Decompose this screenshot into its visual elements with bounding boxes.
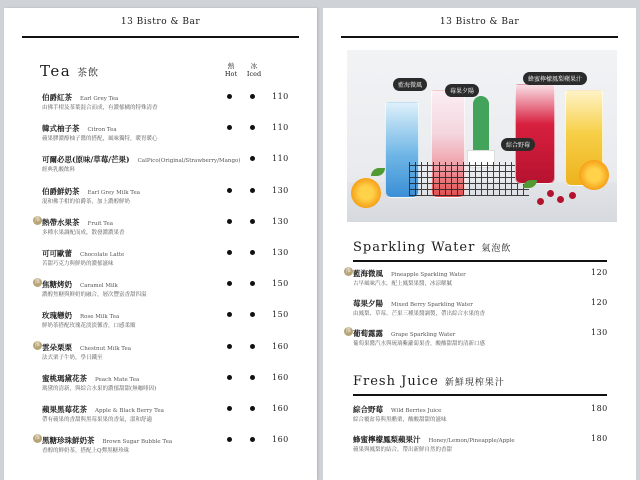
column-hot-zh: 熱 — [227, 62, 235, 70]
item-name-en: Rose Milk Tea — [80, 314, 120, 321]
section-title-zh: 氣泡飲 — [481, 244, 512, 254]
item-name-en: Honey/Lemon/Pineapple/Apple — [428, 438, 515, 444]
menu-item — [4, 404, 317, 434]
recommend-badge: 推 — [345, 268, 352, 274]
iced-available-dot — [250, 344, 255, 349]
item-description: 經典乳酸飲料 — [42, 167, 76, 174]
item-name — [42, 342, 131, 353]
item-name-en: Grape Sparkling Water — [391, 332, 456, 338]
item-name-zh: 蜂蜜檸檬鳳梨蘋果汁 — [353, 435, 421, 444]
item-name-zh: 伯爵紅茶 — [42, 93, 72, 102]
recommend-badge: 推 — [34, 341, 41, 348]
item-name — [42, 217, 113, 228]
page-header: 13 Bistro & Bar — [120, 17, 201, 27]
menu-item — [4, 435, 317, 465]
drinks-photo — [347, 50, 617, 222]
item-description: 蘋果與鳳梨的結合，帶出新鮮自然的香甜 — [353, 447, 453, 453]
item-price: 180 — [591, 434, 608, 443]
iced-available-dot — [250, 406, 255, 411]
hot-available-dot — [227, 125, 232, 130]
item-price: 160 — [272, 404, 289, 413]
item-name-zh: 韓式柚子茶 — [42, 124, 80, 134]
item-name-zh: 綜合野莓 — [353, 405, 383, 414]
cactus-decor — [473, 96, 489, 154]
menu-item — [4, 279, 317, 309]
item-description: 由佛手柑及茶葉混合而成，有濃郁橘的特殊清香 — [42, 105, 158, 111]
item-description: 綜合覆盆莓與黑醋栗，酸酸甜甜的滋味 — [353, 417, 447, 423]
section-title-zh: 茶飲 — [77, 68, 100, 79]
item-name — [42, 279, 118, 290]
item-name-zh: 雲朵栗栗 — [42, 342, 72, 352]
menu-item — [4, 342, 317, 372]
item-name-zh: 可爾必思(原味/草莓/芒果) — [42, 155, 130, 165]
item-price: 120 — [591, 298, 608, 307]
recommend-badge: 推 — [34, 279, 41, 286]
item-name-en: Peach Mate Tea — [95, 376, 140, 383]
item-description: 古早風味汽水，配上鳳梨果醬，冰涼解膩 — [353, 281, 453, 287]
item-price: 130 — [272, 248, 289, 257]
item-description: 苦甜巧克力與鮮奶的濃郁滋味 — [42, 261, 114, 267]
item-price: 150 — [272, 279, 289, 289]
menu-item — [4, 217, 317, 247]
item-name-en: Fruit Tea — [87, 220, 113, 227]
section-title-en: Fresh Juice — [353, 374, 439, 389]
iced-available-dot — [250, 312, 255, 317]
column-iced-zh: 冰 — [250, 62, 258, 70]
item-description: 混和佛手柑的伯爵茶，加上濃醇鮮奶 — [42, 198, 131, 205]
item-description: 蘋果膠濃醇柚子醬的搭配，風味獨特，暖胃暖心 — [42, 136, 158, 143]
section-title-en: Tea — [40, 62, 72, 80]
item-price: 120 — [591, 268, 608, 277]
photo-tag: 莓果夕陽 — [445, 84, 479, 97]
iced-available-dot — [250, 219, 255, 224]
hot-available-dot — [227, 94, 232, 99]
menu-item — [4, 186, 317, 216]
section-rule — [353, 260, 607, 262]
item-name — [42, 373, 139, 384]
item-name-en: Earl Grey Tea — [80, 96, 119, 102]
hot-available-dot — [227, 437, 232, 442]
menu-item — [4, 373, 317, 403]
item-price: 130 — [591, 328, 608, 337]
section-title-tea — [40, 62, 99, 80]
menu-item — [4, 154, 317, 184]
item-name-zh: 蜜桃瑪黛花茶 — [42, 373, 87, 383]
page-header: 13 Bistro & Bar — [439, 17, 520, 27]
section-rule — [353, 394, 607, 396]
item-name — [353, 298, 473, 309]
berry — [547, 190, 554, 197]
item-name — [42, 123, 117, 134]
iced-available-dot — [250, 125, 255, 130]
leaf — [371, 168, 385, 176]
hot-available-dot — [227, 281, 232, 286]
column-hot-en: Hot — [224, 70, 238, 78]
orange-slice — [579, 160, 609, 190]
iced-available-dot — [250, 375, 255, 380]
menu-item — [323, 268, 636, 298]
item-name — [42, 310, 119, 321]
item-name — [42, 154, 240, 165]
item-name-en: Earl Grey Milk Tea — [87, 189, 141, 196]
item-name — [42, 186, 140, 197]
item-name-zh: 焦糖烤奶 — [42, 280, 72, 290]
item-description: 帶有蘋果的香甜與黑莓果果的香氣，溫和舒適 — [42, 417, 153, 423]
item-description: 濃醇焦糖與鮮奶的融合，層次豐富香甜四溢 — [42, 292, 147, 299]
item-description: 由鳳梨、草莓、芒果三種果醬調製，帶出綜合水果的香 — [353, 311, 486, 317]
item-name — [353, 328, 455, 339]
recommend-badge: 推 — [34, 216, 41, 223]
section-title-sparkling — [353, 240, 511, 255]
berry — [569, 192, 576, 199]
iced-available-dot — [250, 250, 255, 255]
item-description: 葡萄果醬汽水與琉璃紫蘿蔔果香，酸酸甜甜的清新口感 — [353, 341, 486, 347]
section-title-en: Sparkling Water — [353, 240, 476, 255]
section-title-juice — [353, 374, 505, 389]
item-name — [42, 92, 118, 103]
menu-page-tea — [4, 8, 317, 480]
iced-available-dot — [250, 188, 255, 193]
recommend-badge: 推 — [345, 328, 352, 334]
item-name-zh: 熱帶水果茶 — [42, 217, 80, 227]
photo-tag: 綜合野莓 — [501, 138, 535, 151]
menu-page-drinks — [323, 8, 636, 480]
berry — [557, 196, 564, 203]
item-name-en: CalPico(Original/Strawberry/Mango) — [137, 158, 241, 165]
hot-available-dot — [227, 250, 232, 255]
item-description: 多種水果調配而成，散發濃濃果香 — [42, 229, 125, 236]
header-rule — [22, 36, 299, 38]
hot-available-dot — [227, 406, 232, 411]
item-name-en: Citron Tea — [87, 127, 117, 134]
recommend-badge: 推 — [34, 435, 41, 442]
item-name-en: Brown Sugar Bubble Tea — [102, 439, 173, 446]
menu-item — [323, 298, 636, 328]
item-name — [353, 434, 515, 445]
item-price: 160 — [272, 435, 289, 445]
glass-berry-juice — [515, 84, 555, 184]
item-name — [353, 268, 466, 279]
menu-item — [4, 310, 317, 340]
item-price: 150 — [272, 310, 289, 320]
item-price: 110 — [272, 123, 289, 133]
menu-item — [4, 92, 317, 122]
item-price: 110 — [272, 154, 289, 164]
item-description: 鮮奶茶搭配玫瑰花淡淡馨香，口感柔順 — [42, 323, 136, 330]
hot-available-dot — [227, 312, 232, 317]
photo-tag: 藍海微風 — [393, 78, 427, 91]
item-description: 法式栗子牛奶，學日鐵至 — [42, 354, 103, 361]
iced-available-dot — [250, 281, 255, 286]
item-name — [42, 435, 172, 446]
item-name — [42, 404, 164, 415]
photo-tag: 蜂蜜檸檬鳳梨蘋果汁 — [523, 72, 587, 85]
item-description: 瑪黛的清新，與綜合水果的濃郁甜甜(無咖啡因) — [42, 385, 157, 392]
header-rule — [341, 36, 618, 38]
hot-available-dot — [227, 375, 232, 380]
item-name-zh: 蘋果黑莓花茶 — [42, 405, 87, 414]
item-price: 130 — [272, 216, 289, 226]
item-name-zh: 莓果夕陽 — [353, 299, 383, 308]
item-price: 160 — [272, 341, 289, 351]
item-name-zh: 伯爵鮮奶茶 — [42, 186, 80, 196]
menu-item — [323, 434, 636, 464]
item-name-zh: 藍海微風 — [353, 269, 383, 278]
item-name-en: Chestnut Milk Tea — [80, 345, 132, 352]
item-name-zh: 葡萄露露 — [353, 329, 383, 338]
item-name-zh: 黑糖珍珠鮮奶茶 — [42, 436, 95, 446]
section-title-zh: 新鮮現榨果汁 — [444, 378, 505, 388]
berry — [537, 198, 544, 205]
item-description: 香醇的鮮奶茶，搭配上Q彈黑糖珍珠 — [42, 448, 130, 455]
item-name-en: Apple & Black Berry Tea — [95, 408, 164, 414]
iced-available-dot — [250, 437, 255, 442]
item-price: 160 — [272, 372, 289, 382]
item-name-en: Pineapple Sparkling Water — [391, 272, 466, 278]
hot-available-dot — [227, 344, 232, 349]
item-price: 110 — [272, 92, 289, 101]
item-name-en: Chocolate Latte — [80, 252, 125, 258]
column-iced-en: Iced — [246, 70, 262, 78]
menu-item — [323, 328, 636, 358]
hot-available-dot — [227, 219, 232, 224]
menu-item — [323, 404, 636, 434]
menu-item — [4, 248, 317, 278]
cooling-rack — [409, 162, 529, 196]
item-name — [42, 248, 124, 259]
item-name-en: Caramel Milk — [80, 283, 118, 290]
item-name-zh: 玫瑰戀奶 — [42, 311, 72, 321]
item-name-en: Wild Berries Juice — [391, 408, 442, 414]
iced-available-dot — [250, 156, 255, 161]
iced-available-dot — [250, 94, 255, 99]
hot-available-dot — [227, 188, 232, 193]
item-name — [353, 404, 441, 415]
item-name-en: Mixed Berry Sparkling Water — [391, 302, 473, 308]
item-price: 180 — [591, 404, 608, 413]
item-price: 130 — [272, 185, 289, 195]
menu-item — [4, 123, 317, 153]
column-header-iced — [241, 62, 267, 78]
orange-slice — [351, 178, 381, 208]
item-name-zh: 可可歐蕾 — [42, 249, 72, 258]
